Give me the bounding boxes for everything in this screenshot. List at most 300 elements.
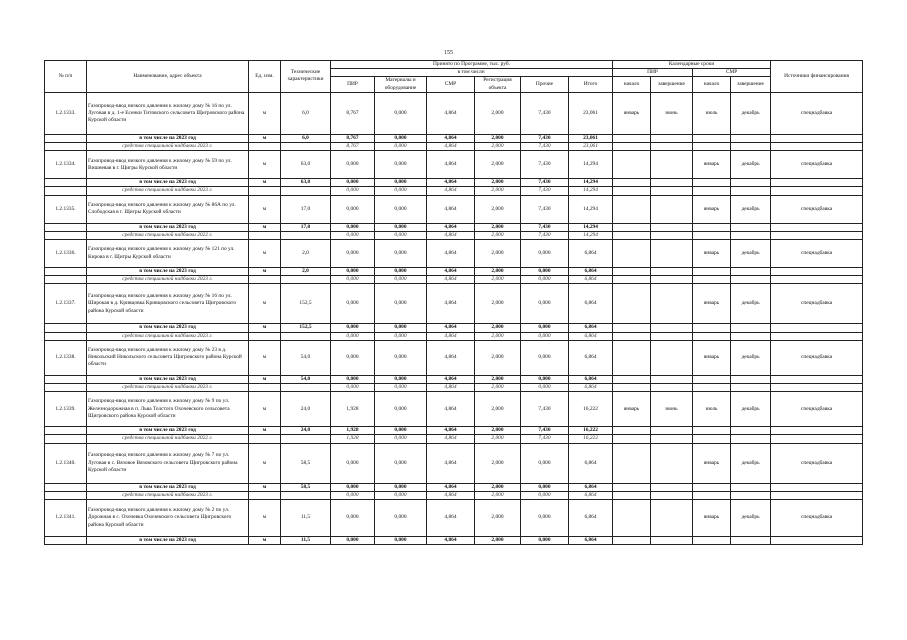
empty-cell: [613, 134, 651, 142]
funding-row: [45, 491, 863, 499]
calendar-smr-end: декабрь: [731, 92, 771, 134]
value-reg: 2,000: [475, 443, 521, 483]
empty-cell: [771, 223, 863, 231]
empty-cell: [651, 435, 693, 443]
funding-reg: 2,000: [475, 491, 521, 499]
empty-cell: [651, 483, 693, 491]
subtotal-mat: 0,000: [375, 324, 427, 332]
unit-cell: м: [249, 443, 281, 483]
value-pir: 0,000: [331, 284, 375, 324]
tech-cell: 152,5: [281, 284, 331, 324]
table-row: [45, 500, 863, 537]
value-total: 6,864: [569, 284, 613, 324]
header-source: Источники финансирования: [771, 61, 863, 93]
subtotal-total: 6,864: [569, 324, 613, 332]
funding-pir: 0,000: [331, 491, 375, 499]
value-other: 0,000: [521, 443, 569, 483]
empty-cell: [651, 268, 693, 276]
funding-mat: 0,000: [375, 143, 427, 151]
calendar-smr-start: январь: [693, 240, 731, 268]
subtotal-reg: 2,000: [475, 537, 521, 545]
subtotal-other: 0,000: [521, 483, 569, 491]
calendar-pir-start: январь: [613, 392, 651, 427]
empty-cell: [613, 537, 651, 545]
value-total: 16,222: [569, 392, 613, 427]
source-cell: спецнадбавка: [771, 392, 863, 427]
empty-cell: [693, 483, 731, 491]
value-total: 6,864: [569, 340, 613, 375]
empty-cell: [771, 491, 863, 499]
subtotal-row: [45, 179, 863, 187]
tech-cell: 11,5: [281, 537, 331, 545]
empty-cell: [613, 187, 651, 195]
table-row: [45, 151, 863, 179]
funding-reg: 2,000: [475, 276, 521, 284]
empty-cell: [771, 324, 863, 332]
subtotal-mat: 0,000: [375, 483, 427, 491]
header-including: в том числе:: [331, 69, 613, 77]
header-materials: Материалы и оборудование: [375, 77, 427, 92]
tech-cell: 58,5: [281, 443, 331, 483]
funding-mat: 0,000: [375, 384, 427, 392]
empty-cell: [771, 537, 863, 545]
empty-cell: [731, 231, 771, 239]
funding-smr: 4,864: [427, 435, 475, 443]
value-reg: 2,000: [475, 500, 521, 537]
funding-reg: 2,000: [475, 143, 521, 151]
funding-reg: 2,000: [475, 384, 521, 392]
funding-pir: 8,767: [331, 143, 375, 151]
subtotal-mat: 0,000: [375, 537, 427, 545]
subtotal-smr: 4,864: [427, 179, 475, 187]
calendar-pir-end: [651, 151, 693, 179]
empty-cell: [693, 268, 731, 276]
value-mat: 0,000: [375, 500, 427, 537]
subtotal-label: в том числе на 2023 год: [87, 324, 249, 332]
table-body: [45, 92, 863, 544]
subtotal-pir: 8,767: [331, 134, 375, 142]
table-row: [45, 392, 863, 427]
calendar-smr-start: июль: [693, 92, 731, 134]
subtotal-reg: 2,000: [475, 223, 521, 231]
calendar-pir-end: [651, 340, 693, 375]
empty-cell: [771, 231, 863, 239]
funding-mat: 0,000: [375, 231, 427, 239]
empty-cell: [249, 187, 281, 195]
subtotal-row: [45, 375, 863, 383]
tech-cell: 17,0: [281, 195, 331, 223]
funding-other: 0,000: [521, 384, 569, 392]
empty-cell: [613, 483, 651, 491]
subtotal-other: 7,430: [521, 179, 569, 187]
empty-cell: [731, 483, 771, 491]
empty-cell: [281, 491, 331, 499]
value-reg: 2,000: [475, 392, 521, 427]
row-number: 1.2.1337.: [45, 284, 87, 324]
funding-mat: 0,000: [375, 332, 427, 340]
calendar-pir-start: [613, 340, 651, 375]
empty-cell: [731, 427, 771, 435]
subtotal-other: 7,430: [521, 134, 569, 142]
value-pir: 0,000: [331, 500, 375, 537]
value-reg: 2,000: [475, 340, 521, 375]
funding-other: 0,000: [521, 332, 569, 340]
subtotal-other: 0,000: [521, 324, 569, 332]
empty-cell: [693, 427, 731, 435]
subtotal-label: в том числе на 2023 год: [87, 179, 249, 187]
calendar-smr-start: июль: [693, 392, 731, 427]
empty-cell: [281, 384, 331, 392]
header-pir-end: завершение: [651, 77, 693, 92]
empty-cell: [731, 134, 771, 142]
empty-cell: [281, 435, 331, 443]
funding-pir: 0,000: [331, 276, 375, 284]
subtotal-reg: 2,000: [475, 179, 521, 187]
empty-cell: [693, 324, 731, 332]
header-pir-start: начало: [613, 77, 651, 92]
value-total: 14,294: [569, 195, 613, 223]
funding-total: 14,294: [569, 231, 613, 239]
value-smr: 4,864: [427, 284, 475, 324]
funding-reg: 2,000: [475, 435, 521, 443]
object-name: Газопровод-ввод низкого давления к жилому дому № 121 по ул. Кирова в г. Щигры Курской области: [87, 240, 249, 268]
empty-cell: [613, 375, 651, 383]
value-smr: 4,864: [427, 392, 475, 427]
empty-cell: [281, 187, 331, 195]
empty-cell: [45, 427, 87, 435]
unit-cell: м: [249, 324, 281, 332]
calendar-smr-end: декабрь: [731, 195, 771, 223]
empty-cell: [693, 375, 731, 383]
calendar-smr-start: январь: [693, 151, 731, 179]
empty-cell: [651, 187, 693, 195]
empty-cell: [731, 143, 771, 151]
subtotal-total: 23,061: [569, 134, 613, 142]
row-number: 1.2.1334.: [45, 151, 87, 179]
header-cal-smr: СМР: [693, 69, 771, 77]
value-total: 6,864: [569, 240, 613, 268]
empty-cell: [45, 276, 87, 284]
empty-cell: [731, 268, 771, 276]
value-other: 0,000: [521, 340, 569, 375]
calendar-smr-end: декабрь: [731, 443, 771, 483]
subtotal-total: 6,864: [569, 268, 613, 276]
source-cell: спецнадбавка: [771, 340, 863, 375]
subtotal-pir: 1,928: [331, 427, 375, 435]
subtotal-smr: 4,864: [427, 268, 475, 276]
value-smr: 4,864: [427, 340, 475, 375]
empty-cell: [45, 491, 87, 499]
calendar-pir-end: [651, 195, 693, 223]
empty-cell: [45, 134, 87, 142]
value-smr: 4,864: [427, 443, 475, 483]
funding-total: 16,222: [569, 435, 613, 443]
value-total: 23,061: [569, 92, 613, 134]
tech-cell: 24,0: [281, 392, 331, 427]
empty-cell: [651, 223, 693, 231]
subtotal-total: 14,294: [569, 179, 613, 187]
subtotal-total: 6,864: [569, 537, 613, 545]
empty-cell: [651, 375, 693, 383]
calendar-smr-end: декабрь: [731, 392, 771, 427]
empty-cell: [613, 332, 651, 340]
funding-row: [45, 435, 863, 443]
subtotal-reg: 2,000: [475, 268, 521, 276]
tech-cell: 63,0: [281, 151, 331, 179]
subtotal-reg: 2,000: [475, 375, 521, 383]
funding-reg: 2,000: [475, 187, 521, 195]
calendar-pir-end: [651, 443, 693, 483]
subtotal-label: в том числе на 2023 год: [87, 483, 249, 491]
header-pir: ПИР: [331, 77, 375, 92]
subtotal-label: в том числе на 2023 год: [87, 223, 249, 231]
empty-cell: [693, 332, 731, 340]
object-name: Газопровод-ввод низкого давления к жилому дому № 2 по ул. Дорожная в с. Охочевка Охочевского сельсовета Щигровского района Курской области: [87, 500, 249, 537]
subtotal-mat: 0,000: [375, 223, 427, 231]
unit-cell: м: [249, 483, 281, 491]
table-row: [45, 240, 863, 268]
object-name: Газопровод-ввод низкого давления к жилому дому № 16 по ул. Широкая в д. Кривцовка Кривцовского сельсовета Щигровского района Курской области: [87, 284, 249, 324]
empty-cell: [45, 332, 87, 340]
source-cell: спецнадбавка: [771, 240, 863, 268]
empty-cell: [771, 134, 863, 142]
funding-row: [45, 187, 863, 195]
empty-cell: [771, 384, 863, 392]
funding-total: 6,864: [569, 384, 613, 392]
source-cell: спецнадбавка: [771, 195, 863, 223]
value-reg: 2,000: [475, 92, 521, 134]
source-cell: спецнадбавка: [771, 500, 863, 537]
subtotal-row: [45, 223, 863, 231]
subtotal-smr: 4,864: [427, 537, 475, 545]
subtotal-smr: 4,864: [427, 483, 475, 491]
empty-cell: [693, 134, 731, 142]
value-mat: 0,000: [375, 195, 427, 223]
empty-cell: [771, 268, 863, 276]
value-reg: 2,000: [475, 240, 521, 268]
empty-cell: [771, 143, 863, 151]
empty-cell: [651, 332, 693, 340]
funding-other: 7,430: [521, 187, 569, 195]
tech-cell: 11,5: [281, 500, 331, 537]
value-reg: 2,000: [475, 151, 521, 179]
empty-cell: [693, 143, 731, 151]
funding-reg: 2,000: [475, 231, 521, 239]
source-cell: спецнадбавка: [771, 443, 863, 483]
funding-label: средства специальной надбавки 2022 г.: [87, 435, 249, 443]
tech-cell: 54,0: [281, 340, 331, 375]
subtotal-reg: 2,000: [475, 483, 521, 491]
value-smr: 4,864: [427, 151, 475, 179]
funding-total: 6,864: [569, 332, 613, 340]
calendar-pir-end: июнь: [651, 92, 693, 134]
value-mat: 0,000: [375, 151, 427, 179]
empty-cell: [45, 375, 87, 383]
funding-smr: 4,864: [427, 491, 475, 499]
subtotal-row: [45, 324, 863, 332]
empty-cell: [651, 143, 693, 151]
unit-cell: м: [249, 179, 281, 187]
unit-cell: м: [249, 223, 281, 231]
empty-cell: [45, 268, 87, 276]
header-smr: СМР: [427, 77, 475, 92]
subtotal-pir: 0,000: [331, 537, 375, 545]
header-smr-start: начало: [693, 77, 731, 92]
row-number: 1.2.1341.: [45, 500, 87, 537]
tech-cell: 2,0: [281, 268, 331, 276]
calendar-smr-start: январь: [693, 340, 731, 375]
unit-cell: м: [249, 340, 281, 375]
subtotal-pir: 0,000: [331, 483, 375, 491]
value-pir: 8,767: [331, 92, 375, 134]
object-name: Газопровод-ввод низкого давления к жилому дому № 9 по ул. Железнодорожная в п. Льва Толстого Охочевского сельсовета Щигровского района Курской области: [87, 392, 249, 427]
table-row: [45, 443, 863, 483]
empty-cell: [651, 384, 693, 392]
subtotal-mat: 0,000: [375, 179, 427, 187]
empty-cell: [651, 491, 693, 499]
table-header: [45, 61, 863, 93]
subtotal-smr: 4,864: [427, 324, 475, 332]
source-cell: спецнадбавка: [771, 92, 863, 134]
funding-mat: 0,000: [375, 276, 427, 284]
empty-cell: [613, 143, 651, 151]
empty-cell: [771, 187, 863, 195]
calendar-smr-end: декабрь: [731, 151, 771, 179]
unit-cell: м: [249, 500, 281, 537]
funding-other: 0,000: [521, 276, 569, 284]
funding-total: 23,061: [569, 143, 613, 151]
empty-cell: [249, 231, 281, 239]
tech-cell: 58,5: [281, 483, 331, 491]
empty-cell: [281, 143, 331, 151]
empty-cell: [693, 491, 731, 499]
value-mat: 0,000: [375, 284, 427, 324]
calendar-smr-end: декабрь: [731, 240, 771, 268]
subtotal-reg: 2,000: [475, 324, 521, 332]
header-total: Итого: [569, 77, 613, 92]
value-mat: 0,000: [375, 392, 427, 427]
funding-row: [45, 231, 863, 239]
subtotal-other: 7,430: [521, 223, 569, 231]
funding-pir: 0,000: [331, 332, 375, 340]
subtotal-smr: 4,864: [427, 134, 475, 142]
empty-cell: [281, 231, 331, 239]
subtotal-other: 0,000: [521, 375, 569, 383]
empty-cell: [731, 537, 771, 545]
empty-cell: [281, 276, 331, 284]
empty-cell: [693, 537, 731, 545]
empty-cell: [731, 375, 771, 383]
empty-cell: [771, 375, 863, 383]
empty-cell: [693, 435, 731, 443]
header-registration: Регистрация объекта: [475, 77, 521, 92]
empty-cell: [651, 427, 693, 435]
subtotal-mat: 0,000: [375, 268, 427, 276]
tech-cell: 24,0: [281, 427, 331, 435]
subtotal-other: 0,000: [521, 537, 569, 545]
empty-cell: [249, 276, 281, 284]
empty-cell: [613, 435, 651, 443]
funding-pir: 0,000: [331, 231, 375, 239]
unit-cell: м: [249, 195, 281, 223]
value-total: 14,294: [569, 151, 613, 179]
value-pir: 1,928: [331, 392, 375, 427]
object-name: Газопровод-ввод низкого давления к жилому дому № 86А по ул. Слободская в г. Щигры Курской области: [87, 195, 249, 223]
empty-cell: [613, 491, 651, 499]
subtotal-other: 7,430: [521, 427, 569, 435]
empty-cell: [613, 276, 651, 284]
funding-label: средства специальной надбавки 2022 г.: [87, 231, 249, 239]
calendar-pir-end: [651, 240, 693, 268]
calendar-pir-start: [613, 443, 651, 483]
page-number: 155: [444, 50, 453, 56]
unit-cell: м: [249, 427, 281, 435]
empty-cell: [45, 143, 87, 151]
empty-cell: [771, 179, 863, 187]
row-number: 1.2.1339.: [45, 392, 87, 427]
subtotal-reg: 2,000: [475, 427, 521, 435]
subtotal-pir: 0,000: [331, 268, 375, 276]
value-pir: 0,000: [331, 151, 375, 179]
value-mat: 0,000: [375, 240, 427, 268]
subtotal-label: в том числе на 2023 год: [87, 537, 249, 545]
empty-cell: [45, 483, 87, 491]
row-number: 1.2.1333.: [45, 92, 87, 134]
subtotal-pir: 0,000: [331, 223, 375, 231]
value-other: 7,430: [521, 195, 569, 223]
tech-cell: 6,0: [281, 134, 331, 142]
unit-cell: м: [249, 92, 281, 134]
funding-pir: 0,000: [331, 187, 375, 195]
funding-other: 7,430: [521, 435, 569, 443]
calendar-pir-start: [613, 151, 651, 179]
empty-cell: [249, 143, 281, 151]
subtotal-row: [45, 134, 863, 142]
empty-cell: [651, 231, 693, 239]
header-other: Прочие: [521, 77, 569, 92]
funding-mat: 0,000: [375, 435, 427, 443]
value-reg: 2,000: [475, 195, 521, 223]
value-pir: 0,000: [331, 443, 375, 483]
empty-cell: [771, 435, 863, 443]
empty-cell: [45, 223, 87, 231]
funding-label: средства специальной надбавки 2023 г.: [87, 332, 249, 340]
calendar-smr-start: январь: [693, 284, 731, 324]
empty-cell: [651, 179, 693, 187]
value-smr: 4,864: [427, 92, 475, 134]
calendar-pir-end: [651, 500, 693, 537]
empty-cell: [45, 537, 87, 545]
funding-row: [45, 276, 863, 284]
empty-cell: [613, 223, 651, 231]
subtotal-pir: 0,000: [331, 375, 375, 383]
empty-cell: [249, 435, 281, 443]
value-mat: 0,000: [375, 443, 427, 483]
row-number: 1.2.1336.: [45, 240, 87, 268]
value-other: 7,430: [521, 92, 569, 134]
funding-mat: 0,000: [375, 187, 427, 195]
empty-cell: [613, 231, 651, 239]
funding-smr: 4,864: [427, 384, 475, 392]
empty-cell: [281, 332, 331, 340]
value-other: 0,000: [521, 240, 569, 268]
object-name: Газопровод-ввод низкого давления к жилому дому № 23 в д. Никольский Никольского сельсовета Щигровского района Курской области: [87, 340, 249, 375]
empty-cell: [731, 276, 771, 284]
funding-reg: 2,000: [475, 332, 521, 340]
funding-other: 7,430: [521, 143, 569, 151]
funding-row: [45, 332, 863, 340]
subtotal-mat: 0,000: [375, 375, 427, 383]
